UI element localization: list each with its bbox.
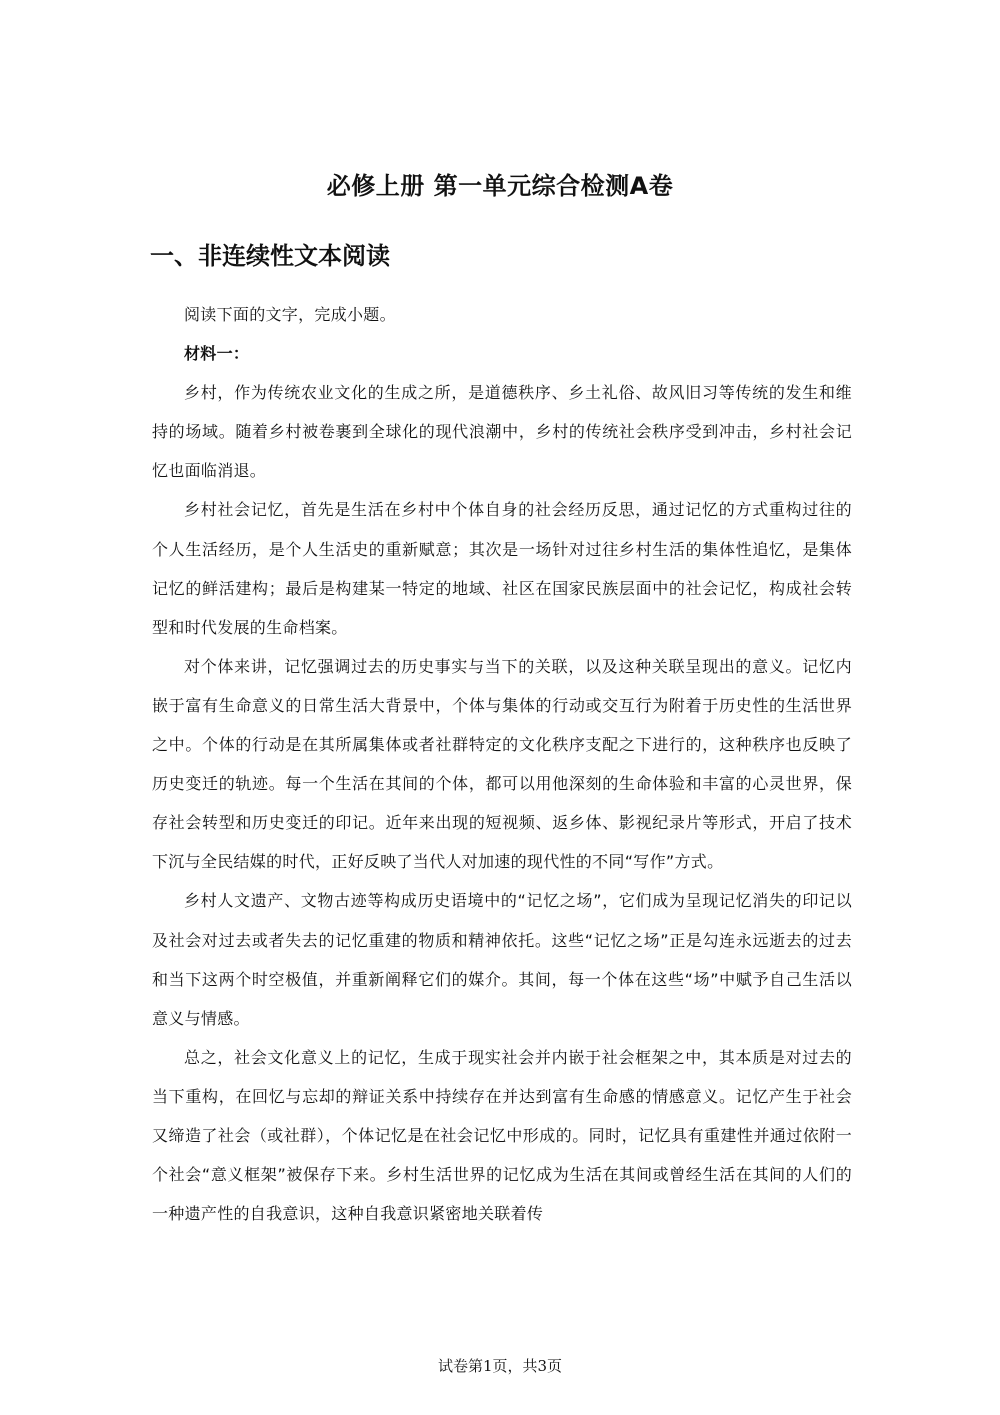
page-title: 必修上册 第一单元综合检测A卷 [326, 172, 674, 200]
instruction-text: 阅读下面的文字，完成小题。 [184, 305, 396, 324]
material-label: 材料一： [184, 344, 250, 364]
paragraph: 乡村社会记忆，首先是生活在乡村中个体自身的社会经历反思，通过记忆的方式重构过往的个人生活经历，是个人生活史的重新赋意；其次是一场针对过往乡村生活的集体性追忆，是集体记忆的鲜活建构；最后是构建某一特定的地域、社区在国家民族层面中的社会记忆，构成社会转型和时代发展的生命档案。 [152, 500, 852, 637]
section-heading: 一、非连续性文本阅读 [150, 242, 390, 270]
paragraph: 对个体来讲，记忆强调过去的历史事实与当下的关联，以及这种关联呈现出的意义。记忆内嵌于富有生命意义的日常生活大背景中，个体与集体的行动或交互行为附着于历史性的生活世界之中。个体的行动是在其所属集体或者社群特定的文化秩序支配之下进行的，这种秩序也反映了历史变迁的轨迹。每一个生活在其间的个体，都可以用他深刻的生命体验和丰富的心灵世界，保存社会转型和历史变迁的印记。近年来出现的短视频、返乡体、影视纪录片等形式，开启了技术下沉与全民结媒的时代，正好反映了当代人对加速的现代性的不同“写作”方式。 [152, 656, 852, 872]
paragraph: 乡村，作为传统农业文化的生成之所，是道德秩序、乡土礼俗、故风旧习等传统的发生和维持的场域。随着乡村被卷裹到全球化的现代浪潮中，乡村的传统社会秩序受到冲击，乡村社会记忆也面临消退。 [152, 383, 852, 481]
paragraph: 总之，社会文化意义上的记忆，生成于现实社会并内嵌于社会框架之中，其本质是对过去的当下重构，在回忆与忘却的辩证关系中持续存在并达到富有生命感的情感意义。记忆产生于社会又缔造了社会（或社群），个体记忆是在社会记忆中形成的。同时，记忆具有重建性并通过依附一个社会“意义框架”被保存下来。乡村生活世界的记忆成为生活在其间或曾经生活在其间的人们的一种遗产性的自我意识，这种自我意识紧密地关联着传 [152, 1047, 852, 1224]
paragraph: 乡村人文遗产、文物古迹等构成历史语境中的“记忆之场”，它们成为呈现记忆消失的印记以及社会对过去或者失去的记忆重建的物质和精神依托。这些“记忆之场”正是勾连永远逝去的过去和当下这两个时空极值，并重新阐释它们的媒介。其间，每一个体在这些“场”中赋予自己生活以意义与情感。 [152, 891, 852, 1028]
reading-passage [152, 295, 852, 1233]
page-footer: 试卷第1页，共3页 [437, 1357, 563, 1375]
